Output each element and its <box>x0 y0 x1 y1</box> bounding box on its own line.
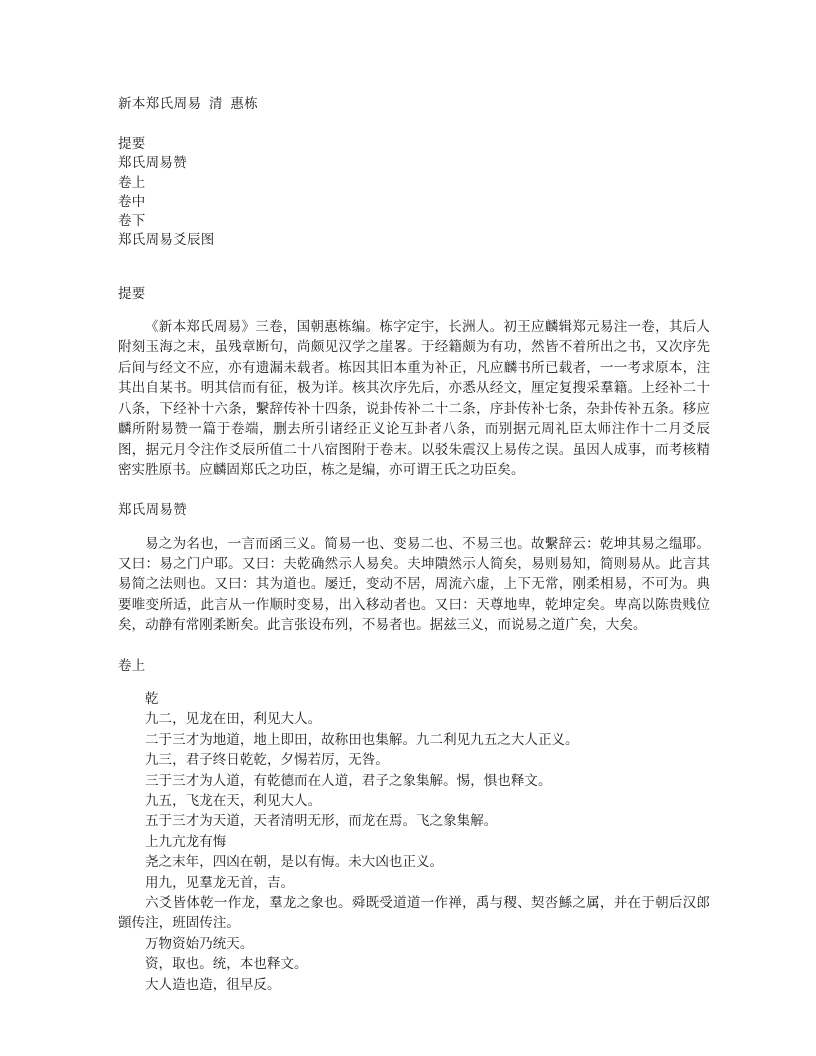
section-juan-shang <box>118 656 710 995</box>
sutra-line: 大人造也造，徂早反。 <box>145 976 281 992</box>
section-heading-zan: 郑氏周易赞 <box>118 502 187 518</box>
section-paragraph: 易之为名也，一言而函三义。简易一也、变易二也、不易三也。故繫辞云：乾坤其易之缊耶。又曰：易之门户耶。又曰：夫乾确然示人易矣。夫坤隤然示人简矣，易则易知，简则易从。此言其易简之法则也。又曰：其为道也。屡迁，变动不居，周流六虚，上下无常，刚柔相易，不可为。典要唯变所适，此言从一作顺时变易，出入移动者也。又曰：天尊地卑，乾坤定矣。卑高以陈贵贱位矣，动静有常刚柔断矣。此言张设布列，不易者也。据兹三义，而说易之道广矣，大矣。 <box>118 535 710 633</box>
section-tiyao <box>118 284 710 481</box>
sutra-line: 用九，见羣龙无首，吉。 <box>145 874 295 890</box>
sutra-line: 九五，飞龙在天，利见大人。 <box>145 792 322 808</box>
sutra-line: 资，取也。统，本也释文。 <box>145 956 308 972</box>
toc-item-juan-zhong[interactable]: 卷中 <box>118 193 146 209</box>
toc-item-yaochen-tu[interactable]: 郑氏周易爻辰图 <box>118 232 215 248</box>
toc-item-tiyao[interactable]: 提要 <box>118 136 146 151</box>
sutra-line: 万物资始乃统天。 <box>145 935 254 951</box>
sutra-line: 六爻皆体乾一作龙，羣龙之象也。舜既受道道一作禅，禹与稷、契呇鯀之属，并在于朝后汉郎顗传注，班固传注。 <box>118 895 710 931</box>
sutra-line: 三于三才为人道，有乾德而在人道，君子之象集解。惕，惧也释文。 <box>145 772 552 788</box>
toc-item-juan-xia[interactable]: 卷下 <box>118 213 146 229</box>
toc-item-juan-shang[interactable]: 卷上 <box>118 174 146 190</box>
sutra-line: 上九亢龙有悔 <box>145 833 227 849</box>
document-title: 新本郑氏周易 清 惠栋 <box>118 96 259 111</box>
sutra-line: 尧之末年，四凶在朝，是以有悔。未大凶也正义。 <box>145 854 444 870</box>
sutra-line: 乾 <box>145 690 159 706</box>
sutra-line: 二于三才为地道，地上即田，故称田也集解。九二利见九五之大人正义。 <box>145 731 579 747</box>
section-heading-juan-shang: 卷上 <box>118 657 146 673</box>
table-of-contents <box>118 134 710 250</box>
section-heading-tiyao: 提要 <box>118 285 146 301</box>
sutra-line: 九二，见龙在田，利见大人。 <box>145 711 322 727</box>
sutra-line: 五于三才为天道，天者清明无形，而龙在焉。飞之象集解。 <box>145 813 498 829</box>
toc-item-zanzhou[interactable]: 郑氏周易赞 <box>118 155 187 171</box>
sutra-line: 九三，君子终日乾乾，夕惕若厉，无咎。 <box>145 752 389 768</box>
sutra-block <box>118 689 710 995</box>
section-zhengshi-zhouyi-zan <box>118 500 710 635</box>
section-paragraph: 《新本郑氏周易》三卷，国朝惠栋编。栋字定宇，长洲人。初王应麟辑郑元易注一卷，其后人附刻玉海之末，虽残章断句，尚颇见汉学之崖畧。于经籍颇为有功，然皆不着所出之书，又次序先后间与经文不应，亦有遗漏未载者。栋因其旧本重为补正，凡应麟书所已载者，一一考求原本，注其出自某书。明其信而有征，极为详。核其次序先后，亦悉从经文，厘定复搜采羣籍。上经补二十八条，下经补十六条，繫辞传补十四条，说卦传补二十二条，序卦传补七条，杂卦传补五条。移应麟所附易赞一篇于卷端，删去所引诸经正义论互卦者八条，而别据元周礼臣太师注作十二月爻辰图，据元月令注作爻辰所值二十八宿图附于卷末。以驳朱震汉上易传之误。虽因人成事，而考核精密实胜原书。应麟固郑氏之功臣，栋之是编，亦可谓王氏之功臣矣。 <box>118 319 710 477</box>
